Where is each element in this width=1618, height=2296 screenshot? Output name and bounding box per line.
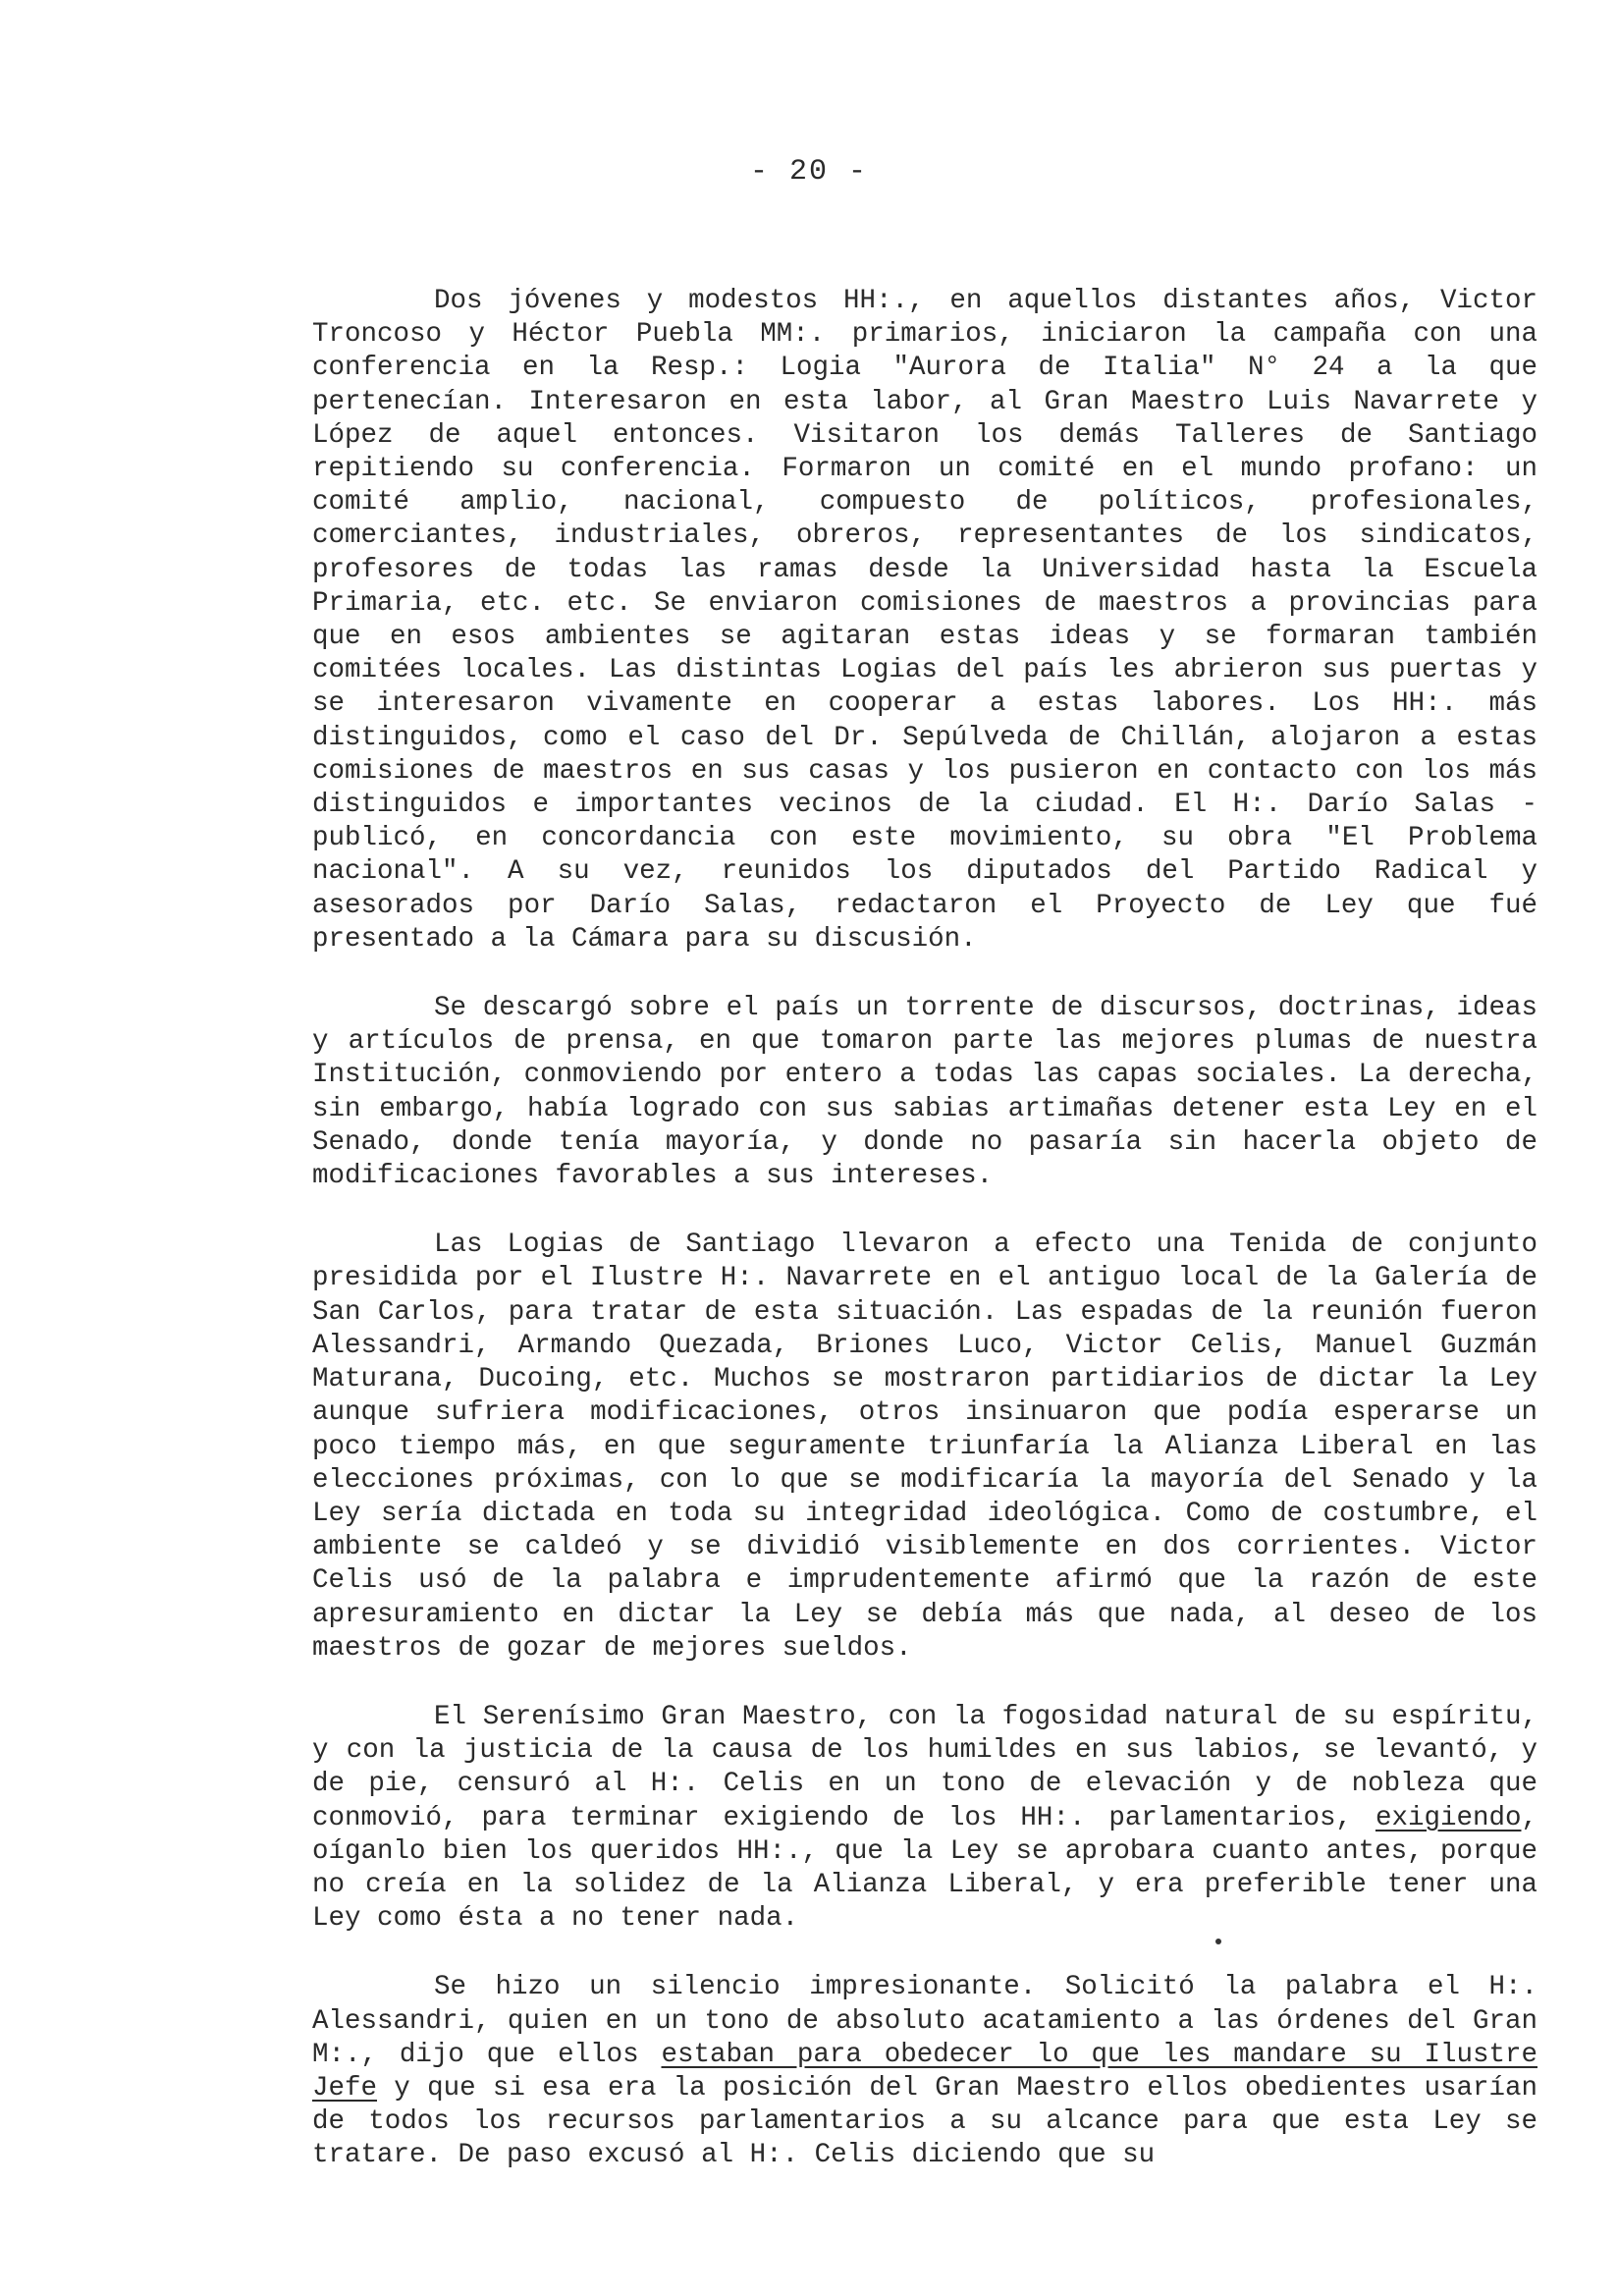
paragraph-5-underlined-text: estaban para obedecer lo que les mandare su Ilustre Jefe <box>312 2039 1537 2104</box>
paragraph-5-text-end: y que si esa era la posición del Gran Maestro ellos obedientes usarían de todos los recursos parlamentarios a su alcance para que esta Ley se tratare. De paso excusó al H:. Celis diciendo que su <box>312 2072 1537 2171</box>
paragraph-1: Dos jóvenes y modestos HH:., en aquellos distantes años, Victor Troncoso y Héctor Puebla MM:. primarios, iniciaron la campaña con una conferencia en la Resp.: Logia "Aurora de Italia" N° 24 a la que pertenecían. Interesaron en esta labor, al Gran Maestro Luis Navarrete y López de aquel entonces. Visitaron los demás Talleres de Santiago repitiendo su conferencia. Formaron un comité en el mundo profano: un comité amplio, nacional, compuesto de políticos, profesionales, comerciantes, industriales, obreros, representantes de los sindicatos, profesores de todas las ramas desde la Universidad hasta la Escuela Primaria, etc. etc. Se enviaron comisiones de maestros a provincias para que en esos ambientes se agitaran estas ideas y se formaran también comitées locales. Las distintas Logias del país les abrieron sus puertas y se interesaron vivamente en cooperar a estas labores. Los HH:. más distinguidos, como el caso del Dr. Sepúlveda de Chillán, alojaron a estas comisiones de maestros en sus casas y los pusieron en contacto con los más distinguidos e importantes vecinos de la ciudad. El H:. Darío Salas - publicó, en concordancia con este movimiento, su obra "El Problema nacional". A su vez, reunidos los diputados del Partido Radical y asesorados por Darío Salas, redactaron el Proyecto de Ley que fué presentado a la Cámara para su discusión. <box>312 286 1537 955</box>
paragraph-3: Las Logias de Santiago llevaron a efecto una Tenida de conjunto presidida por el Ilustre H:. Navarrete en el antiguo local de la Galería de San Carlos, para tratar de esta situación. Las espadas de la reunión fueron Alessandri, Armando Quezada, Briones Luco, Victor Celis, Manuel Guzmán Maturana, Ducoing, etc. Muchos se mostraron partidiarios de dictar la Ley aunque sufriera modificaciones, otros insinuaron que podía esperarse un poco tiempo más, en que seguramente triunfaría la Alianza Liberal en las elecciones próximas, con lo que se modificaría la mayoría del Senado y la Ley sería dictada en toda su integridad ideológica. Como de costumbre, el ambiente se caldeó y se dividió visiblemente en dos corrientes. Victor Celis usó de la palabra e imprudentemente afirmó que la razón de este apresuramiento en dictar la Ley se debía más que nada, al deseo de los maestros de gozar de mejores sueldos. <box>312 1230 1537 1664</box>
paragraph-4 <box>312 1701 1537 1936</box>
paragraph-4-text-end: , oíganlo bien los queridos HH:., que la Ley se aprobara cuanto antes, porque no creía en la solidez de la Alianza Liberal, y era preferible tener una Ley como ésta a no tener nada. <box>312 1802 1537 1935</box>
paragraph-5 <box>312 1971 1537 2172</box>
paragraph-4-text-start: El Serenísimo Gran Maestro, con la fogosidad natural de su espíritu, y con la justicia de la causa de los humildes en sus labios, se levantó, y de pie, censuró al H:. Celis en un tono de elevación y de nobleza que conmovió, para terminar exigiendo de los HH:. parlamentarios, <box>312 1701 1537 1833</box>
page-number: - 20 - <box>749 155 869 189</box>
paragraph-4-underlined-text: exigiendo <box>1375 1802 1522 1833</box>
paragraph-5-text-start: Se hizo un silencio impresionante. Solicitó la palabra el H:. Alessandri, quien en un tono de absoluto acatamiento a las órdenes del Gran M:., dijo que ellos <box>312 1972 1537 2070</box>
document-body <box>312 285 1537 2173</box>
paragraph-2: Se descargó sobre el país un torrente de discursos, doctrinas, ideas y artículos de prensa, en que tomaron parte las mejores plumas de nuestra Institución, conmoviendo por entero a todas las capas sociales. La derecha, sin embargo, había logrado con sus sabias artimañas detener esta Ley en el Senado, donde tenía mayoría, y donde no pasaría sin hacerla objeto de modificaciones favorables a sus intereses. <box>312 993 1537 1192</box>
stray-ink-dot <box>1215 1939 1221 1944</box>
